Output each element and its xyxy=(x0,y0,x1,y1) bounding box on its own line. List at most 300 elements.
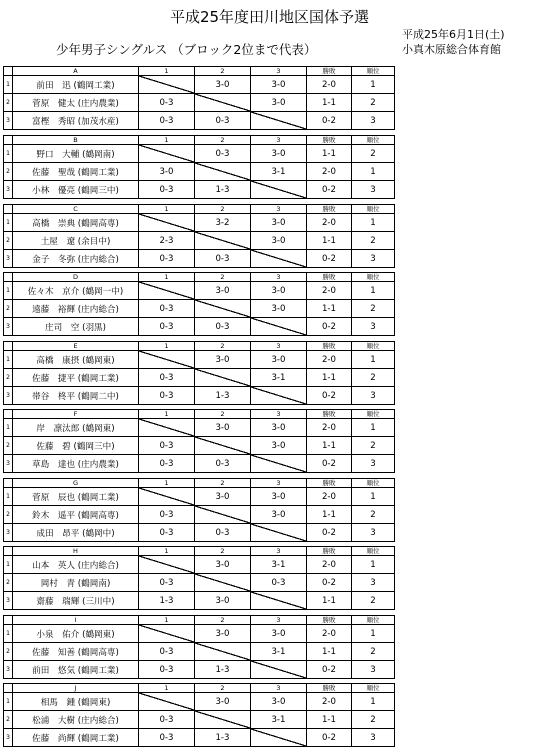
group-block xyxy=(3,204,380,268)
player-number: 1 xyxy=(4,625,13,643)
player-name: 佐々木 京介 (鶴岡一中) xyxy=(13,282,139,300)
score-vs-3: 3-0 xyxy=(251,76,307,94)
player-name: 前田 悠気 (鶴岡工業) xyxy=(13,661,139,679)
header-win-loss: 勝敗 xyxy=(307,479,352,488)
header-col-1: 1 xyxy=(139,342,195,351)
player-name: 岸 凛汰郎 (鶴岡東) xyxy=(13,419,139,437)
table-row xyxy=(4,112,395,130)
table-row xyxy=(4,250,395,268)
self-match-diagonal xyxy=(195,643,251,661)
win-loss: 2-0 xyxy=(307,163,352,181)
group-table xyxy=(3,272,395,336)
table-row xyxy=(4,351,395,369)
player-number: 3 xyxy=(4,318,13,336)
rank: 3 xyxy=(352,729,395,747)
table-header-row xyxy=(4,273,395,282)
score-vs-2: 3-0 xyxy=(195,76,251,94)
self-match-diagonal xyxy=(139,214,195,232)
table-header-row xyxy=(4,342,395,351)
player-name: 佐藤 碧 (鶴岡三中) xyxy=(13,437,139,455)
rank: 1 xyxy=(352,625,395,643)
score-vs-2: 3-0 xyxy=(195,693,251,711)
header-win-loss: 勝敗 xyxy=(307,205,352,214)
header-num-cell xyxy=(4,410,13,419)
self-match-diagonal xyxy=(251,455,307,473)
group-table xyxy=(3,135,395,199)
header-win-loss: 勝敗 xyxy=(307,342,352,351)
group-table xyxy=(3,546,395,610)
win-loss: 0-2 xyxy=(307,455,352,473)
self-match-diagonal xyxy=(251,661,307,679)
score-vs-2: 0-3 xyxy=(195,250,251,268)
group-table xyxy=(3,341,395,405)
table-row xyxy=(4,455,395,473)
player-number: 2 xyxy=(4,506,13,524)
win-loss: 1-1 xyxy=(307,506,352,524)
player-name: 高橋 崇典 (鶴岡高専) xyxy=(13,214,139,232)
player-name: 富樫 秀昭 (加茂水産) xyxy=(13,112,139,130)
score-vs-1: 0-3 xyxy=(139,437,195,455)
table-header-row xyxy=(4,479,395,488)
player-name: 小林 優亮 (鶴岡三中) xyxy=(13,181,139,199)
table-row xyxy=(4,282,395,300)
win-loss: 2-0 xyxy=(307,282,352,300)
rank: 1 xyxy=(352,556,395,574)
header-win-loss: 勝敗 xyxy=(307,136,352,145)
header-win-loss: 勝敗 xyxy=(307,410,352,419)
self-match-diagonal xyxy=(139,625,195,643)
player-number: 3 xyxy=(4,729,13,747)
rank: 2 xyxy=(352,94,395,112)
player-number: 2 xyxy=(4,94,13,112)
rank: 1 xyxy=(352,76,395,94)
table-row xyxy=(4,592,395,610)
score-vs-1: 0-3 xyxy=(139,729,195,747)
player-name: 松浦 大樹 (庄内総合) xyxy=(13,711,139,729)
table-row xyxy=(4,693,395,711)
win-loss: 1-1 xyxy=(307,300,352,318)
rank: 1 xyxy=(352,419,395,437)
self-match-diagonal xyxy=(139,76,195,94)
rank: 2 xyxy=(352,592,395,610)
header-col-1: 1 xyxy=(139,205,195,214)
player-number: 1 xyxy=(4,556,13,574)
rank: 1 xyxy=(352,163,395,181)
header-col-3: 3 xyxy=(251,205,307,214)
header-col-2: 2 xyxy=(195,410,251,419)
group-table xyxy=(3,66,395,130)
table-row xyxy=(4,145,395,163)
win-loss: 2-0 xyxy=(307,351,352,369)
rank: 1 xyxy=(352,693,395,711)
header-rank: 順位 xyxy=(352,616,395,625)
group-letter: C xyxy=(13,205,139,214)
win-loss: 0-2 xyxy=(307,574,352,592)
group-letter: H xyxy=(13,547,139,556)
win-loss: 1-1 xyxy=(307,369,352,387)
table-row xyxy=(4,625,395,643)
player-number: 2 xyxy=(4,369,13,387)
score-vs-2: 1-3 xyxy=(195,661,251,679)
self-match-diagonal xyxy=(139,351,195,369)
group-block xyxy=(3,66,380,130)
self-match-diagonal xyxy=(139,145,195,163)
win-loss: 2-0 xyxy=(307,419,352,437)
rank: 2 xyxy=(352,300,395,318)
header-win-loss: 勝敗 xyxy=(307,684,352,693)
header-col-2: 2 xyxy=(195,67,251,76)
score-vs-2: 3-0 xyxy=(195,625,251,643)
player-name: 菅原 健太 (庄内農業) xyxy=(13,94,139,112)
page-subtitle: 少年男子シングルス （ブロック2位まで代表） xyxy=(56,42,317,57)
header-num-cell xyxy=(4,547,13,556)
player-number: 2 xyxy=(4,574,13,592)
self-match-diagonal xyxy=(139,488,195,506)
player-number: 1 xyxy=(4,693,13,711)
table-row xyxy=(4,214,395,232)
header-col-1: 1 xyxy=(139,410,195,419)
header-num-cell xyxy=(4,616,13,625)
table-header-row xyxy=(4,616,395,625)
player-number: 3 xyxy=(4,250,13,268)
player-number: 1 xyxy=(4,351,13,369)
win-loss: 0-2 xyxy=(307,524,352,542)
group-letter: F xyxy=(13,410,139,419)
header-col-3: 3 xyxy=(251,410,307,419)
header-col-1: 1 xyxy=(139,616,195,625)
header-col-1: 1 xyxy=(139,136,195,145)
player-number: 3 xyxy=(4,112,13,130)
win-loss: 2-0 xyxy=(307,693,352,711)
group-letter: E xyxy=(13,342,139,351)
self-match-diagonal xyxy=(195,300,251,318)
win-loss: 1-1 xyxy=(307,592,352,610)
header-num-cell xyxy=(4,205,13,214)
score-vs-3: 3-1 xyxy=(251,711,307,729)
header-col-2: 2 xyxy=(195,205,251,214)
player-name: 岡村 青 (鶴岡南) xyxy=(13,574,139,592)
rank: 1 xyxy=(352,488,395,506)
header-num-cell xyxy=(4,67,13,76)
player-number: 2 xyxy=(4,232,13,250)
player-name: 高橋 康摂 (鶴岡東) xyxy=(13,351,139,369)
self-match-diagonal xyxy=(195,506,251,524)
score-vs-2: 3-2 xyxy=(195,214,251,232)
self-match-diagonal xyxy=(195,94,251,112)
table-row xyxy=(4,729,395,747)
score-vs-3: 3-0 xyxy=(251,300,307,318)
header-col-2: 2 xyxy=(195,342,251,351)
score-vs-3: 3-0 xyxy=(251,506,307,524)
player-name: 庄司 空 (羽黒) xyxy=(13,318,139,336)
group-letter: D xyxy=(13,273,139,282)
player-name: 前田 迅 (鶴岡工業) xyxy=(13,76,139,94)
self-match-diagonal xyxy=(195,711,251,729)
header-col-1: 1 xyxy=(139,67,195,76)
table-row xyxy=(4,419,395,437)
score-vs-3: 3-1 xyxy=(251,163,307,181)
win-loss: 1-1 xyxy=(307,711,352,729)
score-vs-1: 0-3 xyxy=(139,369,195,387)
group-block xyxy=(3,272,380,336)
rank: 2 xyxy=(352,232,395,250)
group-block xyxy=(3,546,380,610)
score-vs-2: 3-0 xyxy=(195,419,251,437)
score-vs-1: 0-3 xyxy=(139,112,195,130)
group-letter: G xyxy=(13,479,139,488)
header-col-1: 1 xyxy=(139,479,195,488)
score-vs-1: 2-3 xyxy=(139,232,195,250)
win-loss: 1-1 xyxy=(307,643,352,661)
group-block xyxy=(3,341,380,405)
header-num-cell xyxy=(4,684,13,693)
win-loss: 1-1 xyxy=(307,94,352,112)
header-col-1: 1 xyxy=(139,547,195,556)
player-name: 金子 冬弥 (庄内総合) xyxy=(13,250,139,268)
page-title: 平成25年度田川地区国体予選 xyxy=(169,8,370,26)
self-match-diagonal xyxy=(139,556,195,574)
group-block xyxy=(3,135,380,199)
player-name: 野口 大輔 (鶴岡南) xyxy=(13,145,139,163)
player-number: 1 xyxy=(4,419,13,437)
rank: 2 xyxy=(352,437,395,455)
score-vs-1: 0-3 xyxy=(139,506,195,524)
score-vs-2: 3-0 xyxy=(195,592,251,610)
table-row xyxy=(4,524,395,542)
header-num-cell xyxy=(4,479,13,488)
player-number: 1 xyxy=(4,282,13,300)
rank: 1 xyxy=(352,351,395,369)
table-header-row xyxy=(4,684,395,693)
header-num-cell xyxy=(4,342,13,351)
player-name: 小泉 佑介 (鶴岡東) xyxy=(13,625,139,643)
score-vs-2: 0-3 xyxy=(195,145,251,163)
header-col-2: 2 xyxy=(195,273,251,282)
player-number: 3 xyxy=(4,661,13,679)
rank: 3 xyxy=(352,455,395,473)
self-match-diagonal xyxy=(139,693,195,711)
table-row xyxy=(4,643,395,661)
table-row xyxy=(4,300,395,318)
score-vs-1: 0-3 xyxy=(139,661,195,679)
rank: 1 xyxy=(352,282,395,300)
group-block xyxy=(3,683,380,747)
score-vs-3: 3-1 xyxy=(251,643,307,661)
player-number: 1 xyxy=(4,214,13,232)
table-row xyxy=(4,318,395,336)
win-loss: 2-0 xyxy=(307,76,352,94)
rank: 2 xyxy=(352,711,395,729)
win-loss: 1-1 xyxy=(307,145,352,163)
header-col-2: 2 xyxy=(195,479,251,488)
win-loss: 0-2 xyxy=(307,729,352,747)
score-vs-1: 0-3 xyxy=(139,300,195,318)
player-name: 佐藤 知善 (鶴岡高専) xyxy=(13,643,139,661)
score-vs-1: 0-3 xyxy=(139,455,195,473)
score-vs-2: 1-3 xyxy=(195,387,251,405)
header-col-3: 3 xyxy=(251,136,307,145)
header-rank: 順位 xyxy=(352,136,395,145)
score-vs-2: 1-3 xyxy=(195,181,251,199)
table-row xyxy=(4,387,395,405)
score-vs-1: 0-3 xyxy=(139,711,195,729)
player-name: 土屋 遼 (余目中) xyxy=(13,232,139,250)
group-table xyxy=(3,409,395,473)
score-vs-3: 3-0 xyxy=(251,625,307,643)
self-match-diagonal xyxy=(251,250,307,268)
player-name: 佐藤 尚輝 (鶴岡工業) xyxy=(13,729,139,747)
event-date: 平成25年6月1日(土) xyxy=(402,28,505,41)
player-name: 草島 達也 (庄内農業) xyxy=(13,455,139,473)
header-col-2: 2 xyxy=(195,684,251,693)
player-number: 2 xyxy=(4,711,13,729)
win-loss: 2-0 xyxy=(307,625,352,643)
score-vs-1: 0-3 xyxy=(139,643,195,661)
rank: 1 xyxy=(352,214,395,232)
score-vs-3: 3-0 xyxy=(251,351,307,369)
score-vs-3: 3-0 xyxy=(251,282,307,300)
header-col-3: 3 xyxy=(251,547,307,556)
header-rank: 順位 xyxy=(352,410,395,419)
header-num-cell xyxy=(4,273,13,282)
header-col-3: 3 xyxy=(251,342,307,351)
player-name: 帯谷 柊平 (鶴岡二中) xyxy=(13,387,139,405)
score-vs-2: 0-3 xyxy=(195,318,251,336)
self-match-diagonal xyxy=(251,112,307,130)
header-col-2: 2 xyxy=(195,136,251,145)
score-vs-3: 3-0 xyxy=(251,94,307,112)
player-number: 2 xyxy=(4,300,13,318)
rank: 3 xyxy=(352,574,395,592)
group-table xyxy=(3,204,395,268)
table-row xyxy=(4,711,395,729)
table-row xyxy=(4,574,395,592)
player-number: 3 xyxy=(4,387,13,405)
table-header-row xyxy=(4,547,395,556)
header-rank: 順位 xyxy=(352,205,395,214)
rank: 3 xyxy=(352,387,395,405)
header-col-1: 1 xyxy=(139,273,195,282)
header-rank: 順位 xyxy=(352,273,395,282)
group-table xyxy=(3,615,395,679)
score-vs-2: 0-3 xyxy=(195,112,251,130)
player-number: 2 xyxy=(4,643,13,661)
rank: 3 xyxy=(352,112,395,130)
group-letter: B xyxy=(13,136,139,145)
win-loss: 1-1 xyxy=(307,437,352,455)
score-vs-1: 0-3 xyxy=(139,524,195,542)
win-loss: 0-2 xyxy=(307,661,352,679)
player-number: 2 xyxy=(4,163,13,181)
player-number: 3 xyxy=(4,592,13,610)
self-match-diagonal xyxy=(195,369,251,387)
rank: 2 xyxy=(352,369,395,387)
score-vs-2: 0-3 xyxy=(195,455,251,473)
self-match-diagonal xyxy=(195,437,251,455)
win-loss: 0-2 xyxy=(307,387,352,405)
group-block xyxy=(3,478,380,542)
table-row xyxy=(4,163,395,181)
win-loss: 0-2 xyxy=(307,181,352,199)
score-vs-3: 3-0 xyxy=(251,214,307,232)
rank: 3 xyxy=(352,250,395,268)
player-number: 2 xyxy=(4,437,13,455)
score-vs-3: 3-0 xyxy=(251,488,307,506)
player-number: 3 xyxy=(4,181,13,199)
header-col-2: 2 xyxy=(195,616,251,625)
event-venue: 小真木原総合体育館 xyxy=(402,43,501,56)
win-loss: 0-2 xyxy=(307,250,352,268)
win-loss: 0-2 xyxy=(307,318,352,336)
win-loss: 2-0 xyxy=(307,556,352,574)
self-match-diagonal xyxy=(251,592,307,610)
table-row xyxy=(4,94,395,112)
player-name: 菅原 辰也 (鶴岡工業) xyxy=(13,488,139,506)
group-table xyxy=(3,478,395,542)
header-col-3: 3 xyxy=(251,616,307,625)
player-name: 鈴木 遥平 (鶴岡高専) xyxy=(13,506,139,524)
rank: 3 xyxy=(352,661,395,679)
self-match-diagonal xyxy=(195,163,251,181)
rank: 2 xyxy=(352,506,395,524)
table-row xyxy=(4,506,395,524)
player-number: 3 xyxy=(4,524,13,542)
win-loss: 2-0 xyxy=(307,214,352,232)
player-name: 山本 英人 (庄内総合) xyxy=(13,556,139,574)
score-vs-2: 3-0 xyxy=(195,351,251,369)
player-number: 1 xyxy=(4,488,13,506)
self-match-diagonal xyxy=(139,282,195,300)
score-vs-3: 3-1 xyxy=(251,369,307,387)
score-vs-3: 3-0 xyxy=(251,232,307,250)
score-vs-2: 1-3 xyxy=(195,729,251,747)
rank: 3 xyxy=(352,524,395,542)
self-match-diagonal xyxy=(251,318,307,336)
score-vs-1: 3-0 xyxy=(139,163,195,181)
header-col-3: 3 xyxy=(251,684,307,693)
header-col-3: 3 xyxy=(251,273,307,282)
table-header-row xyxy=(4,205,395,214)
table-header-row xyxy=(4,410,395,419)
score-vs-1: 0-3 xyxy=(139,94,195,112)
header-win-loss: 勝敗 xyxy=(307,67,352,76)
win-loss: 2-0 xyxy=(307,488,352,506)
score-vs-3: 3-0 xyxy=(251,693,307,711)
score-vs-1: 0-3 xyxy=(139,181,195,199)
header-rank: 順位 xyxy=(352,67,395,76)
table-header-row xyxy=(4,136,395,145)
table-row xyxy=(4,232,395,250)
table-row xyxy=(4,556,395,574)
score-vs-1: 0-3 xyxy=(139,574,195,592)
rank: 3 xyxy=(352,318,395,336)
header-rank: 順位 xyxy=(352,684,395,693)
header-rank: 順位 xyxy=(352,479,395,488)
player-name: 成田 昂平 (鶴岡中) xyxy=(13,524,139,542)
self-match-diagonal xyxy=(195,574,251,592)
rank: 2 xyxy=(352,145,395,163)
score-vs-1: 1-3 xyxy=(139,592,195,610)
self-match-diagonal xyxy=(251,524,307,542)
table-row xyxy=(4,76,395,94)
group-letter: A xyxy=(13,67,139,76)
win-loss: 0-2 xyxy=(307,112,352,130)
player-number: 1 xyxy=(4,145,13,163)
header-num-cell xyxy=(4,136,13,145)
player-name: 佐藤 聖哉 (鶴岡工業) xyxy=(13,163,139,181)
player-name: 佐藤 捷平 (鶴岡工業) xyxy=(13,369,139,387)
header-win-loss: 勝敗 xyxy=(307,273,352,282)
